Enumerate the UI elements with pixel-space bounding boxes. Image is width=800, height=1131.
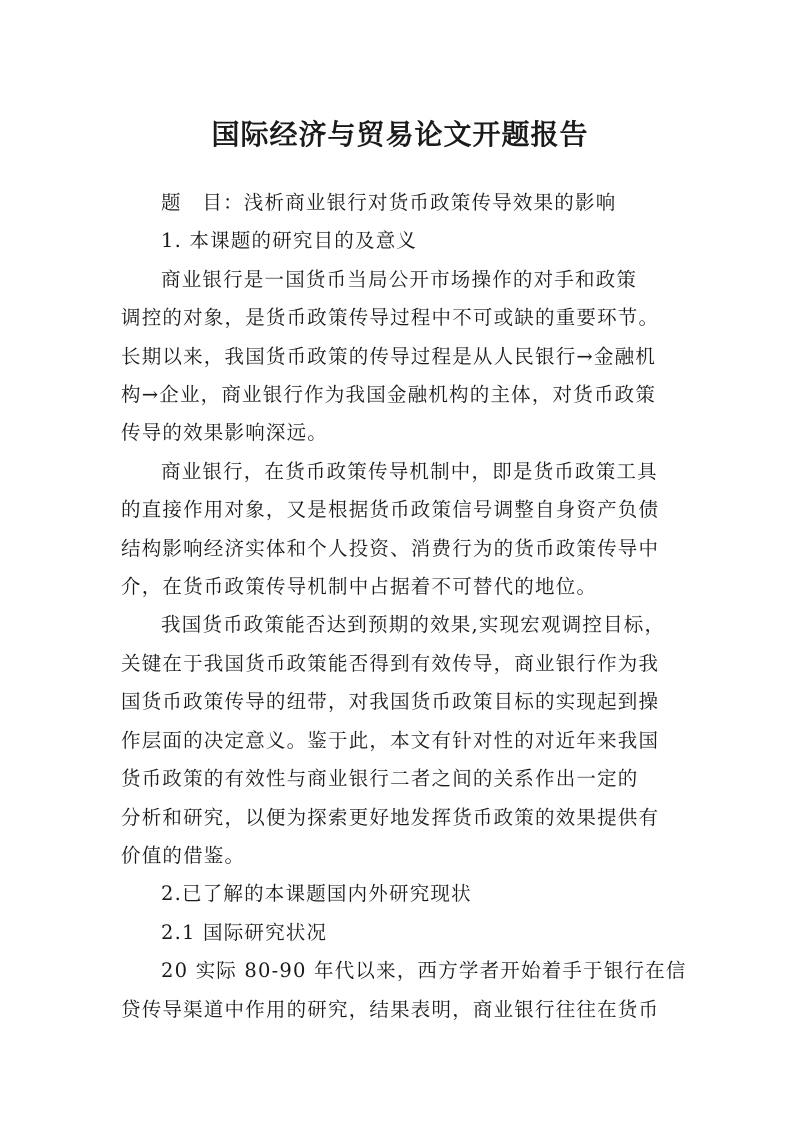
text-line: 分析和研究，以便为探索更好地发挥货币政策的效果提供有 bbox=[121, 805, 660, 829]
text-line: 1. 本课题的研究目的及意义 bbox=[161, 229, 418, 253]
text-line: 长期以来，我国货币政策的传导过程是从人民银行→金融机 bbox=[121, 344, 657, 368]
text-line: 货币政策的有效性与商业银行二者之间的关系作出一定的 bbox=[121, 767, 639, 791]
document-body bbox=[121, 184, 687, 1029]
text-line: 商业银行，在货币政策传导机制中，即是货币政策工具 bbox=[161, 459, 658, 483]
text-line: 结构影响经济实体和个人投资、消费行为的货币政策传导中 bbox=[121, 536, 660, 560]
text-line: 我国货币政策能否达到预期的效果,实现宏观调控目标， bbox=[161, 613, 666, 637]
text-line: 作层面的决定意义。鉴于此，本文有针对性的对近年来我国 bbox=[121, 728, 660, 752]
text-line: 价值的借鉴。 bbox=[121, 843, 246, 867]
text-line: 题 目：浅析商业银行对货币政策传导效果的影响 bbox=[161, 191, 617, 214]
text-line: 构→企业，商业银行作为我国金融机构的主体，对货币政策 bbox=[121, 383, 657, 407]
text-line: 20 实际 80-90 年代以来，西方学者开始着手于银行在信 bbox=[161, 959, 687, 983]
text-line: 介，在货币政策传导机制中占据着不可替代的地位。 bbox=[121, 575, 598, 599]
text-line: 的直接作用对象，又是根据货币政策信号调整自身资产负债 bbox=[121, 498, 660, 522]
text-line: 商业银行是一国货币当局公开市场操作的对手和政策 bbox=[161, 267, 638, 291]
text-line: 2.已了解的本课题国内外研究现状 bbox=[161, 882, 472, 906]
text-line: 贷传导渠道中作用的研究，结果表明，商业银行往往在货币 bbox=[121, 997, 660, 1021]
text-line: 2.1 国际研究状况 bbox=[161, 920, 328, 944]
text-line: 传导的效果影响深远。 bbox=[121, 421, 329, 445]
text-line: 调控的对象，是货币政策传导过程中不可或缺的重要环节。 bbox=[121, 306, 660, 330]
page-title: 国际经济与贸易论文开题报告 bbox=[211, 117, 589, 151]
text-line: 关键在于我国货币政策能否得到有效传导，商业银行作为我 bbox=[121, 651, 660, 675]
text-line: 国货币政策传导的纽带，对我国货币政策目标的实现起到操 bbox=[121, 690, 660, 714]
